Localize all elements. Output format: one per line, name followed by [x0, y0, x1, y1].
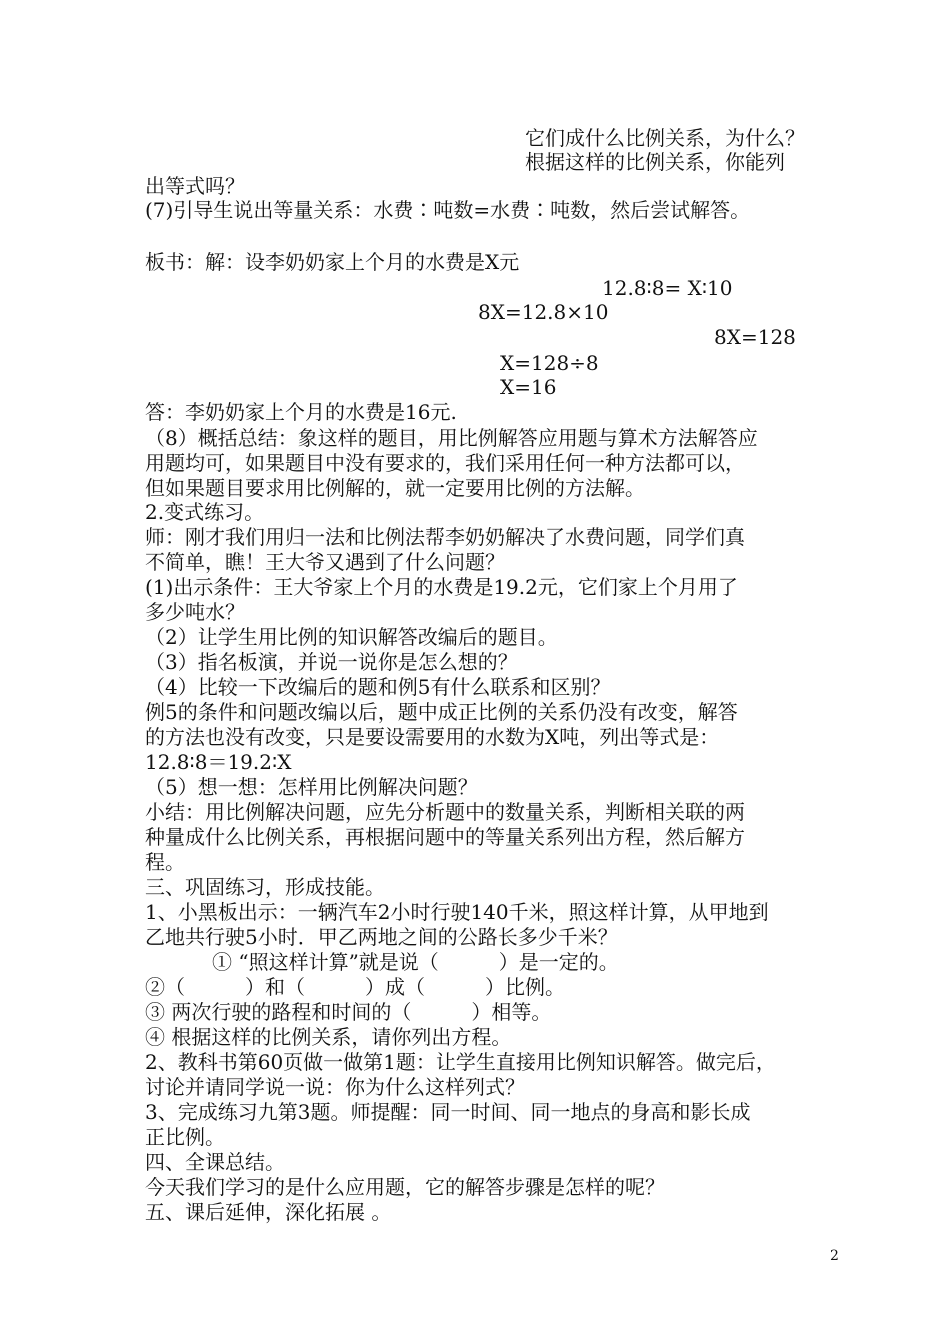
- text-line: （8）概括总结：象这样的题目，用比例解答应用题与算术方法解答应: [145, 426, 758, 450]
- text-line: 讨论并请同学说一说：你为什么这样列式？: [145, 1075, 525, 1099]
- text-line: 小结：用比例解决问题，应先分析题中的数量关系，判断相关联的两: [145, 800, 745, 824]
- text-line: 板书：解：设李奶奶家上个月的水费是X元: [145, 250, 520, 274]
- list-item: ②（ ）和（ ）成（ ）比例。: [145, 975, 565, 999]
- section-heading: 四、全课总结。: [145, 1150, 285, 1174]
- text-line: 种量成什么比例关系，再根据问题中的等量关系列出方程，然后解方: [145, 825, 745, 849]
- equation-line: 12.8∶8= X∶10: [602, 276, 733, 300]
- text-line: 正比例。: [145, 1125, 225, 1149]
- text-line: （4）比较一下改编后的题和例5有什么联系和区别？: [145, 675, 611, 699]
- text-line: 2、教科书第60页做一做第1题：让学生直接用比例知识解答。做完后，: [145, 1050, 776, 1074]
- text-line: （2）让学生用比例的知识解答改编后的题目。: [145, 625, 558, 649]
- text-line: (1)出示条件：王大爷家上个月的水费是19.2元，它们家上个月用了: [145, 575, 738, 599]
- text-line: 但如果题目要求用比例解的，就一定要用比例的方法解。: [145, 476, 645, 500]
- list-item: ④ 根据这样的比例关系，请你列出方程。: [145, 1025, 512, 1049]
- text-line: 它们成什么比例关系，为什么？: [525, 126, 805, 150]
- section-heading: 2.变式练习。: [145, 500, 265, 524]
- text-line: 多少吨水？: [145, 600, 245, 624]
- text-line: (7)引导生说出等量关系：水费∶吨数=水费∶吨数，然后尝试解答。: [145, 198, 751, 222]
- equation-line: 8X=128: [714, 325, 796, 349]
- text-line: 用题均可，如果题目中没有要求的，我们采用任何一种方法都可以，: [145, 451, 745, 475]
- equation-line: 12.8∶8＝19.2∶X: [145, 750, 292, 774]
- text-line: 1、小黑板出示：一辆汽车2小时行驶140千米，照这样计算，从甲地到: [145, 900, 769, 924]
- text-line: 不简单，瞧！王大爷又遇到了什么问题？: [145, 550, 505, 574]
- page-number: 2: [830, 1248, 839, 1264]
- text-line: （3）指名板演，并说一说你是怎么想的？: [145, 650, 518, 674]
- section-heading: 五、课后延伸，深化拓展 。: [145, 1200, 392, 1224]
- text-line: 的方法也没有改变，只是要设需要用的水数为X吨，列出等式是：: [145, 725, 720, 749]
- list-item: ③ 两次行驶的路程和时间的（ ）相等。: [145, 1000, 552, 1024]
- text-line: 程。: [145, 850, 185, 874]
- list-item: ① “照这样计算”就是说（ ）是一定的。: [212, 950, 619, 974]
- text-line: 师：刚才我们用归一法和比例法帮李奶奶解决了水费问题，同学们真: [145, 525, 745, 549]
- section-heading: 三、巩固练习，形成技能。: [145, 875, 385, 899]
- text-line: 根据这样的比例关系，你能列: [525, 150, 785, 174]
- equation-line: X=128÷8: [500, 351, 599, 375]
- text-line: 出等式吗？: [145, 174, 245, 198]
- equation-line: 8X=12.8×10: [478, 300, 609, 324]
- text-line: 今天我们学习的是什么应用题，它的解答步骤是怎样的呢？: [145, 1175, 665, 1199]
- text-line: 例5的条件和问题改编以后，题中成正比例的关系仍没有改变，解答: [145, 700, 738, 724]
- text-line: 答：李奶奶家上个月的水费是16元.: [145, 400, 457, 424]
- text-line: 3、完成练习九第3题。师提醒：同一时间、同一地点的身高和影长成: [145, 1100, 751, 1124]
- equation-line: X=16: [500, 375, 557, 399]
- text-line: 乙地共行驶5小时．甲乙两地之间的公路长多少千米？: [145, 925, 618, 949]
- text-line: （5）想一想：怎样用比例解决问题？: [145, 775, 478, 799]
